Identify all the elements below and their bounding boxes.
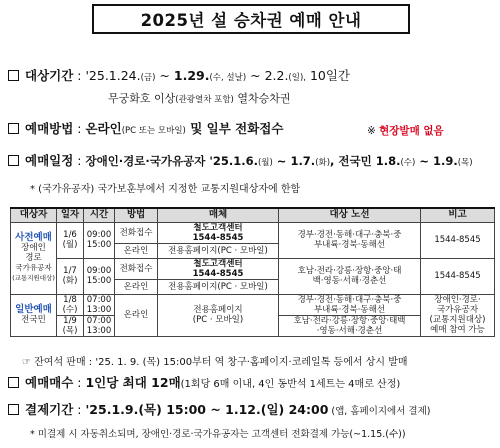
table-row (11, 294, 495, 315)
date-cell (57, 315, 84, 336)
phone-cell: 1544-8545 (421, 222, 495, 258)
group-a-sub2: 경로 (25, 253, 42, 263)
period-day3: (일), (288, 73, 306, 83)
schedule-text2: ~ 1.7. (272, 154, 316, 168)
period-label: 대상기간 (25, 68, 74, 83)
count-sub: (1회당 6매 이내, 4인 동반석 1세트는 4매로 산정) (180, 379, 401, 390)
method-online-small: (PC 또는 모바일) (121, 126, 186, 136)
method-label: 예매방법 (25, 121, 74, 136)
date-text: 1/8 (63, 294, 77, 305)
page-title: 2025년 설 승차권 예매 안내 (92, 4, 410, 34)
schedule-label: 예매일정 (25, 153, 74, 168)
header-route: 대상 노선 (279, 208, 421, 222)
media-cell (158, 258, 279, 279)
method-note (367, 123, 444, 138)
period-date3: 2.2. (264, 68, 289, 83)
time-text: 15:00 (86, 240, 112, 250)
colon: : (73, 402, 86, 417)
payment-label: 결제기간 (25, 402, 74, 417)
weekday-text: (목) (62, 325, 78, 336)
group-b-label: 일반예매 (15, 304, 52, 315)
count-section (8, 375, 400, 393)
method-cell: 온라인 (115, 279, 158, 294)
group-b-cell (11, 294, 57, 336)
time-text: 09:00 (86, 266, 112, 276)
media-cell: 전용홈페이지(PC · 모바일) (158, 243, 279, 258)
route-cell (279, 258, 421, 294)
time-cell (84, 258, 115, 294)
payment-section (8, 402, 431, 420)
colon: : (73, 153, 86, 168)
time-text: 09:00 (86, 230, 112, 240)
checkbox-square-icon (8, 70, 19, 81)
note-text: 장애인·경로· (434, 295, 481, 305)
table-row (11, 222, 495, 243)
schedule-day1: (월) (257, 158, 273, 168)
method-note-text: 현장발매 없음 (379, 125, 444, 137)
media-text: 1544-8545 (192, 232, 244, 243)
media-text: 1544-8545 (192, 268, 244, 279)
period-section (8, 68, 350, 86)
header-method: 방법 (115, 208, 158, 222)
time-text: 15:00 (86, 276, 112, 286)
checkbox-square-icon (8, 155, 19, 166)
method-cell: 전화접수 (115, 222, 158, 243)
schedule-table (10, 207, 495, 337)
period-sub-text: 무궁화호 이상 (108, 92, 176, 105)
header-media: 매체 (158, 208, 279, 222)
period-days: 10일간 (305, 68, 350, 83)
group-a-sub1: 장애인 (21, 243, 46, 253)
checkbox-square-icon (8, 404, 19, 415)
method-section (8, 121, 283, 139)
note-cell (421, 294, 495, 336)
media-cell: 전용홈페이지(PC · 모바일) (158, 279, 279, 294)
route-cell (279, 222, 421, 258)
schedule-day2: (화) (315, 158, 331, 168)
method-cell: 온라인 (115, 294, 158, 336)
time-text: 13:00 (86, 304, 112, 315)
residual-note: ☞ 잔여석 판매 : '25. 1. 9. (목) 15:00부터 역 창구·홈페이지·코레일톡 등에서 상시 발매 (22, 357, 408, 368)
time-text: 13:00 (86, 325, 112, 336)
period-sub (108, 90, 291, 106)
colon: : (73, 375, 86, 390)
group-b-sub: 전국민 (21, 315, 46, 325)
schedule-text4: ~ 1.9. (415, 154, 458, 168)
schedule-day3: (수) (400, 158, 416, 168)
method-online: 온라인 (85, 121, 122, 136)
route-text: ·영동·서해·경춘선 (316, 325, 383, 336)
note-text: 예매 참여 가능 (430, 325, 485, 335)
tilde: ~ (155, 68, 174, 83)
route-text: 부내륙·경북·동해선 (313, 304, 386, 315)
group-a-label: 사전예매 (15, 232, 52, 243)
group-a-sub4: (교통지원대상) (12, 274, 55, 282)
method-cell: 전화접수 (115, 258, 158, 279)
colon: : (73, 68, 86, 83)
media-cell (158, 294, 279, 336)
header-note: 비고 (421, 208, 495, 222)
method-cell: 온라인 (115, 243, 158, 258)
note-text: 국가유공자 (436, 305, 479, 315)
route-text: 부내륙·경북·동해선 (313, 240, 386, 250)
payment-sub: (앱, 홈페이지에서 결제) (328, 406, 431, 417)
schedule-section (8, 153, 473, 171)
route-text: 백·영동·서해·경춘선 (312, 276, 387, 286)
note-mark: ※ (367, 125, 380, 137)
media-text: (PC · 모바일) (192, 315, 244, 325)
media-text: 철도고객센터 (193, 222, 243, 233)
route-cell (279, 315, 421, 336)
period-day1: (금) (140, 73, 156, 83)
date-cell (57, 222, 84, 258)
schedule-day4: (목) (457, 158, 473, 168)
checkbox-square-icon (8, 377, 19, 388)
group-a-cell (11, 222, 57, 294)
period-day2: (수, 설날) (209, 73, 247, 83)
count-label: 예매매수 (25, 375, 74, 390)
date-cell (57, 258, 84, 294)
period-sub-text2: 열차승차권 (233, 92, 291, 105)
method-and: 및 일부 전화접수 (185, 121, 284, 136)
payment-note: * 미결제 시 자동취소되며, 장애인·경로·국가유공자는 고객센터 전화결제 가능(~1.15.(수)) (30, 429, 406, 440)
route-cell (279, 294, 421, 315)
payment-main: '25.1.9.(목) 15:00 ~ 1.12.(일) 24:00 (85, 402, 329, 417)
time-text: 07:00 (86, 294, 112, 305)
header-date: 일자 (57, 208, 84, 222)
group-a-sub3: 국가유공자 (15, 263, 52, 272)
date-cell (57, 294, 84, 315)
weekday-text: (월) (62, 240, 78, 250)
colon: : (73, 121, 86, 136)
media-text: 전용홈페이지 (193, 305, 243, 315)
date-text: 1/7 (63, 266, 77, 276)
period-date2: 1.29. (173, 68, 210, 83)
date-text: 1/6 (63, 230, 77, 240)
phone-cell: 1544-8545 (421, 258, 495, 294)
time-cell (84, 315, 115, 336)
route-text: 호남·전라·강릉·장항·중앙·태백 (293, 315, 406, 326)
count-main: 1인당 최대 12매 (85, 375, 181, 390)
note-text: (교통지원대상) (429, 315, 486, 325)
schedule-text3: , 전국민 1.8. (330, 154, 401, 168)
time-cell (84, 222, 115, 258)
route-text: 경부·경전·동해·대구·충북·중 (297, 230, 402, 240)
period-date1: '25.1.24. (85, 68, 141, 83)
header-target: 대상자 (11, 208, 57, 222)
weekday-text: (수) (62, 304, 78, 315)
weekday-text: (화) (62, 276, 78, 286)
schedule-text1: 장애인·경로·국가유공자 '25.1.6. (85, 154, 258, 168)
tilde: ~ (246, 68, 265, 83)
period-sub-small: (관광열차 포함) (175, 95, 234, 105)
header-time: 시간 (84, 208, 115, 222)
schedule-sub: * (국가유공자) 국가보훈부에서 지정한 교통지원대상자에 한함 (30, 184, 301, 195)
route-text: 경부·경전·동해·대구·충북·중 (297, 294, 402, 305)
date-text: 1/9 (63, 315, 77, 326)
time-cell (84, 294, 115, 315)
table-row (11, 258, 495, 279)
route-text: 호남·전라·강릉·장항·중앙·태 (297, 266, 402, 276)
media-text: 철도고객센터 (193, 258, 243, 269)
media-cell (158, 222, 279, 243)
time-text: 07:00 (86, 315, 112, 326)
checkbox-square-icon (8, 123, 19, 134)
